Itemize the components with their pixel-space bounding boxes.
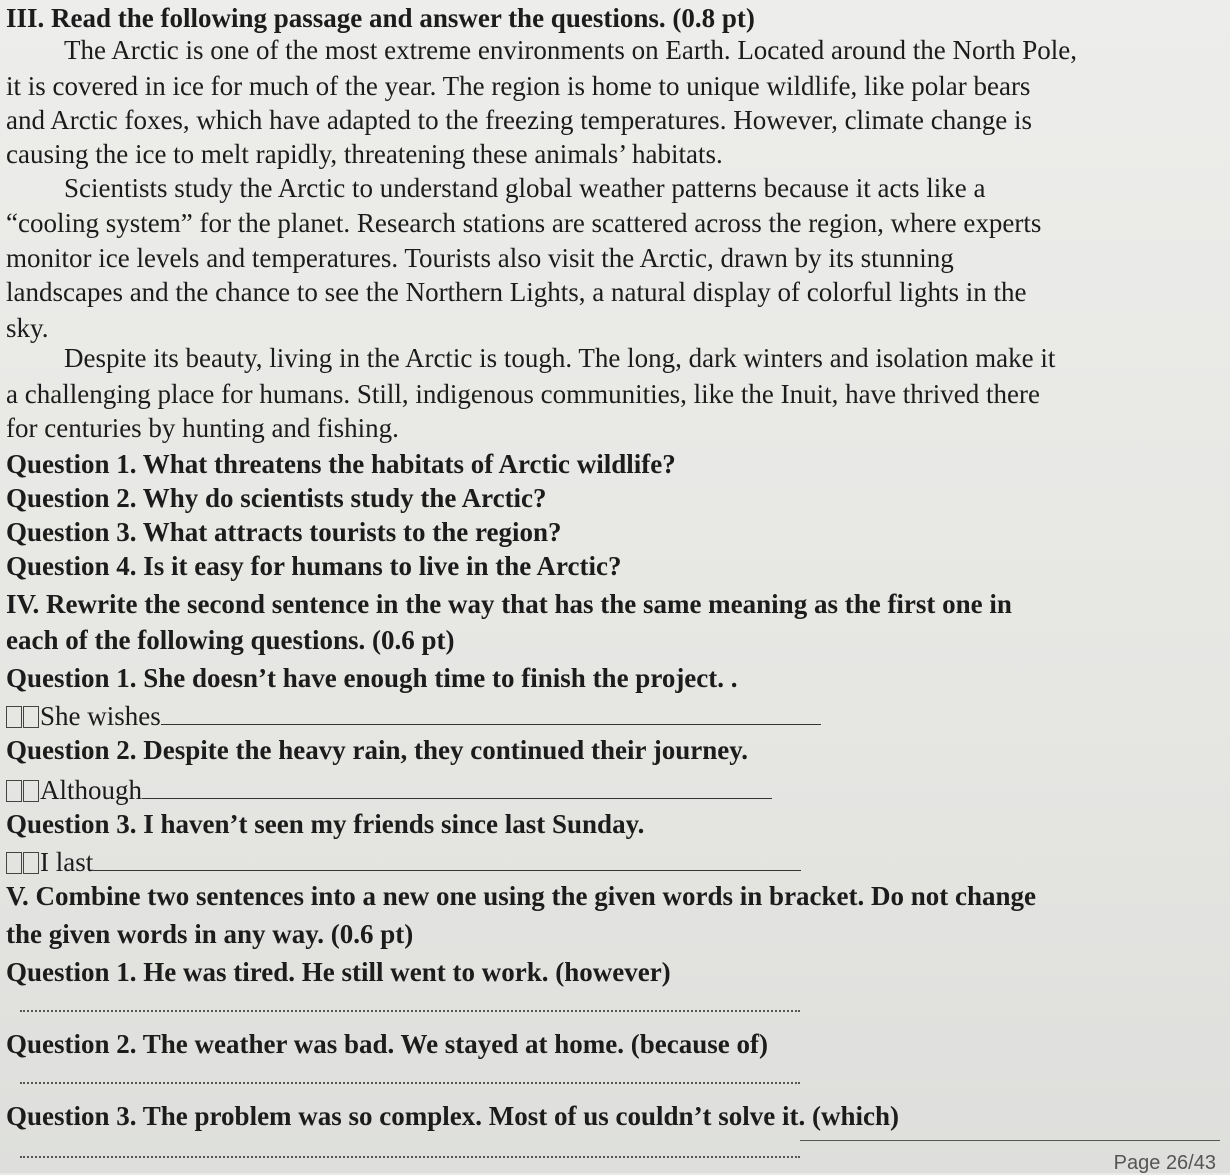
- answer-blank[interactable]: [93, 848, 801, 871]
- answer-dotted-line[interactable]: [20, 1010, 800, 1012]
- missing-glyph-icon: [6, 706, 22, 728]
- passage-line: monitor ice levels and temperatures. Tourists also visit the Arctic, drawn by its stunning: [6, 243, 954, 273]
- section-4-heading-line1: IV. Rewrite the second sentence in the way that has the same meaning as the first one in: [6, 589, 1012, 619]
- section-5-heading-line1: V. Combine two sentences into a new one using the given words in bracket. Do not change: [6, 881, 1037, 911]
- passage-line: for centuries by hunting and fishing.: [6, 413, 399, 443]
- rewrite-answer-row: [6, 700, 821, 732]
- rewrite-question: Question 2. Despite the heavy rain, they continued their journey.: [6, 735, 748, 765]
- passage-line: a challenging place for humans. Still, indigenous communities, like the Inuit, have thrived there: [6, 379, 1040, 409]
- passage-line: “cooling system” for the planet. Research stations are scattered across the region, where experts: [6, 208, 1042, 238]
- passage-line: sky.: [6, 313, 49, 343]
- passage-line: and Arctic foxes, which have adapted to the freezing temperatures. However, climate change is: [6, 105, 1032, 135]
- answer-blank[interactable]: [161, 702, 821, 725]
- missing-glyph-icon: [23, 780, 39, 802]
- passage-line: Despite its beauty, living in the Arctic is tough. The long, dark winters and isolation make it: [64, 343, 1056, 373]
- combine-question: Question 3. The problem was so complex. Most of us couldn’t solve it. (which): [6, 1101, 900, 1131]
- section-5-heading-line2: the given words in any way. (0.6 pt): [6, 919, 414, 949]
- answer-blank[interactable]: [142, 776, 772, 799]
- rewrite-question: Question 3. I haven’t seen my friends since last Sunday.: [6, 809, 645, 839]
- section-4-heading-line2: each of the following questions. (0.6 pt): [6, 625, 455, 655]
- reading-question: Question 3. What attracts tourists to the region?: [6, 517, 562, 547]
- combine-question: Question 1. He was tired. He still went to work. (however): [6, 957, 671, 987]
- answer-dotted-line[interactable]: [20, 1082, 800, 1084]
- rewrite-answer-row: [6, 846, 801, 878]
- passage-line: landscapes and the chance to see the Northern Lights, a natural display of colorful lights in the: [6, 277, 1027, 307]
- passage-line: The Arctic is one of the most extreme environments on Earth. Located around the North Pole,: [64, 35, 1077, 65]
- missing-glyph-icon: [6, 780, 22, 802]
- passage-line: Scientists study the Arctic to understand global weather patterns because it acts like a: [64, 173, 986, 203]
- missing-glyph-icon: [6, 852, 22, 874]
- page-number: Page 26/43: [1113, 1152, 1216, 1174]
- rewrite-answer-row: [6, 774, 772, 806]
- section-3-heading: III. Read the following passage and answer the questions. (0.8 pt): [6, 3, 755, 33]
- rewrite-prompt: I last: [40, 847, 94, 877]
- rewrite-prompt: She wishes: [40, 701, 161, 731]
- combine-question: Question 2. The weather was bad. We stayed at home. (because of): [6, 1029, 768, 1059]
- reading-question: Question 2. Why do scientists study the Arctic?: [6, 483, 547, 513]
- rewrite-prompt: Although: [40, 775, 143, 805]
- page-divider: [800, 1140, 1220, 1141]
- passage-line: it is covered in ice for much of the year. The region is home to unique wildlife, like polar bears: [6, 71, 1031, 101]
- answer-dotted-line[interactable]: [20, 1156, 800, 1158]
- missing-glyph-icon: [23, 852, 39, 874]
- missing-glyph-icon: [23, 706, 39, 728]
- passage-line: causing the ice to melt rapidly, threatening these animals’ habitats.: [6, 139, 723, 169]
- rewrite-question: Question 1. She doesn’t have enough time to finish the project. .: [6, 663, 738, 693]
- reading-question: Question 1. What threatens the habitats of Arctic wildlife?: [6, 449, 676, 479]
- reading-question: Question 4. Is it easy for humans to live in the Arctic?: [6, 551, 622, 581]
